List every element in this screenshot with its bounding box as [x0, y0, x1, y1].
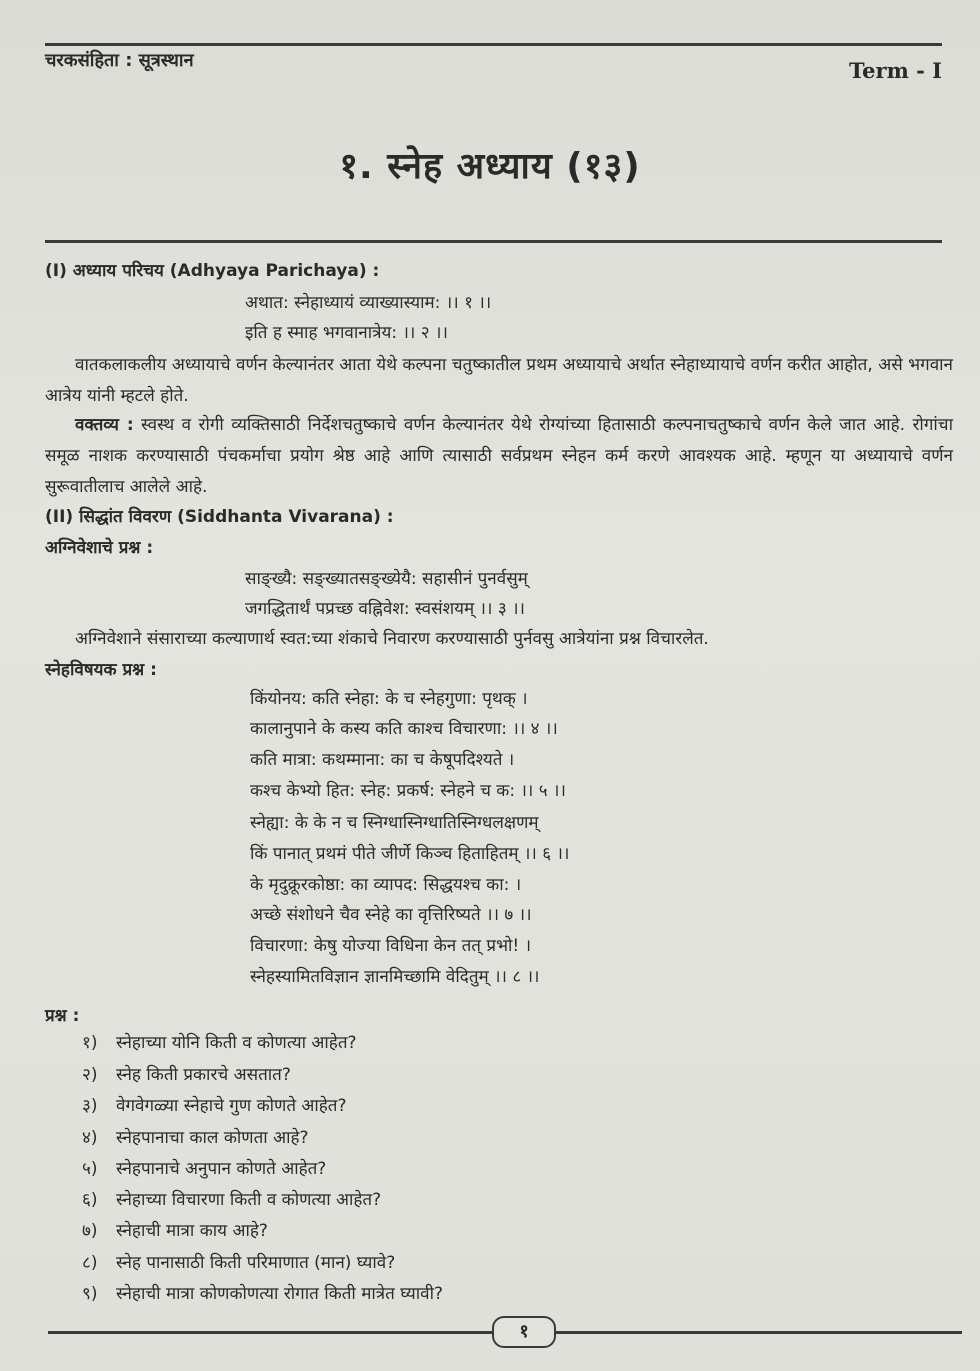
- question-text: स्नेहाची मात्रा काय आहे?: [116, 1221, 268, 1241]
- shloka-line: विचारणा: केषु योज्या विधिना केन तत् प्रभो! ।: [250, 936, 532, 956]
- question-number: २): [82, 1065, 98, 1085]
- paragraph-vaktavya: [45, 410, 953, 503]
- question-text: स्नेह किती प्रकारचे असतात?: [116, 1065, 291, 1085]
- shloka-line: स्नेहस्यामितविज्ञान ज्ञानमिच्छामि वेदितुम् ।। ८ ।।: [250, 967, 540, 987]
- question-text: स्नेह पानासाठी किती परिमाणात (मान) घ्यावे?: [116, 1253, 396, 1273]
- section2-heading: (II) सिद्धांत विवरण (Siddhanta Vivarana) :: [45, 507, 394, 527]
- question-number: ७): [82, 1221, 98, 1241]
- chapter-title: १. स्नेह अध्याय (१३): [339, 146, 641, 187]
- section1-heading: (I) अध्याय परिचय (Adhyaya Parichaya) :: [45, 261, 380, 281]
- sneha-questions-label: स्नेहविषयक प्रश्न :: [45, 660, 157, 680]
- questions-heading: प्रश्न :: [45, 1006, 80, 1026]
- question-number: ९): [82, 1284, 98, 1304]
- shloka-line: के मृदुक्रूरकोष्ठा: का व्यापद: सिद्धयश्च का: ।: [250, 875, 522, 895]
- term-label: Term - I: [848, 58, 942, 83]
- footer-rule: [48, 1331, 492, 1334]
- shloka-line: स्नेह्या: के के न च स्निग्धास्निग्धातिस्निग्धलक्षणम्: [250, 813, 539, 833]
- question-item: [82, 1187, 381, 1210]
- question-text: स्नेहाच्या विचारणा किती व कोणत्या आहेत?: [116, 1190, 382, 1210]
- vaktavya-label: वक्तव्य :: [75, 415, 134, 435]
- question-item: [82, 1062, 291, 1085]
- question-number: १): [82, 1033, 98, 1053]
- question-text: वेगवेगळ्या स्नेहाचे गुण कोणते आहेत?: [116, 1096, 347, 1116]
- shloka-line: किं पानात् प्रथमं पीते जीर्णे किञ्च हिताहितम् ।। ६ ।।: [250, 844, 570, 864]
- question-number: ६): [82, 1190, 98, 1210]
- title-rule: [45, 240, 942, 243]
- question-text: स्नेहपानाचे अनुपान कोणते आहेत?: [116, 1159, 327, 1179]
- book-title: चरकसंहिता : सूत्रस्थान: [45, 50, 194, 71]
- question-number: ४): [82, 1128, 98, 1148]
- question-text: स्नेहाची मात्रा कोणकोणत्या रोगात किती मात्रेत घ्यावी?: [116, 1284, 444, 1304]
- shloka-line: कति मात्रा: कथम्माना: का च केषूपदिश्यते ।: [250, 750, 515, 770]
- question-item: [82, 1030, 357, 1053]
- shloka-line: किंयोनय: कति स्नेहा: के च स्नेहगुणा: पृथक् ।: [250, 689, 528, 709]
- shloka-line: अच्छे संशोधने चैव स्नेहे का वृत्तिरिष्यते ।। ७ ।।: [250, 905, 532, 925]
- shloka-line: इति ह स्माह भगवानात्रेय: ।। २ ।।: [245, 323, 448, 343]
- footer-rule: [552, 1331, 962, 1334]
- question-item: [82, 1218, 268, 1241]
- question-text: स्नेहपानाचा काल कोणता आहे?: [116, 1128, 309, 1148]
- shloka-line: जगद्धितार्थं पप्रच्छ वह्निवेश: स्वसंशयम् ।। ३ ।।: [245, 599, 525, 619]
- question-item: [82, 1125, 309, 1148]
- shloka-line: कश्च केभ्यो हित: स्नेह: प्रकर्ष: स्नेहने च क: ।। ५ ।।: [250, 781, 566, 801]
- paragraph-agnivesha: अग्निवेशाने संसाराच्या कल्याणार्थ स्वत:च्या शंकाचे निवारण करण्यासाठी पुर्नवसु आत्रेयांना प्रश्न विचारलेत.: [75, 629, 709, 649]
- shloka-line: कालानुपाने के कस्य कति काश्च विचारणा: ।। ४ ।।: [250, 719, 558, 739]
- question-number: ८): [82, 1253, 98, 1273]
- paragraph-intro: वातकलाकलीय अध्यायाचे वर्णन केल्यानंतर आता येथे कल्पना चतुष्कातील प्रथम अध्यायाचे अर्थात स्नेहाध्यायाचे वर्णन करीत आहोत, असे भगवान आत्रेय यांनी म्हटले होते.: [45, 355, 953, 406]
- page-number: १: [492, 1316, 556, 1348]
- shloka-line: अथात: स्नेहाध्यायं व्याख्यास्याम: ।। १ ।।: [245, 293, 492, 313]
- agnivesha-questions-label: अग्निवेशाचे प्रश्न :: [45, 538, 154, 558]
- question-item: [82, 1093, 347, 1116]
- question-item: [82, 1281, 443, 1304]
- header-rule: [45, 43, 942, 46]
- question-item: [82, 1156, 326, 1179]
- question-text: स्नेहाच्या योनि किती व कोणत्या आहेत?: [116, 1033, 357, 1053]
- vaktavya-text: स्वस्थ व रोगी व्यक्तिसाठी निर्देशचतुष्काचे वर्णन केल्यानंतर येथे रोग्यांच्या हितासाठी कल्पनाचतुष्काचे वर्णन केले जात आहे. रोगांचा समूळ नाशक करण्यासाठी पंचकर्माचा प्रयोग श्रेष्ठ आहे आणि त्यासाठी सर्वप्रथम स्नेहन कर्म करणे आवश्यक आहे. म्हणून या अध्यायाचे वर्णन सुरूवातीलाच आलेले आहे.: [45, 415, 953, 497]
- question-number: ३): [82, 1096, 98, 1116]
- question-number: ५): [82, 1159, 98, 1179]
- question-item: [82, 1250, 395, 1273]
- shloka-line: साङ्ख्यै: सङ्ख्यातसङ्ख्येयै: सहासीनं पुनर्वसुम्: [245, 569, 528, 589]
